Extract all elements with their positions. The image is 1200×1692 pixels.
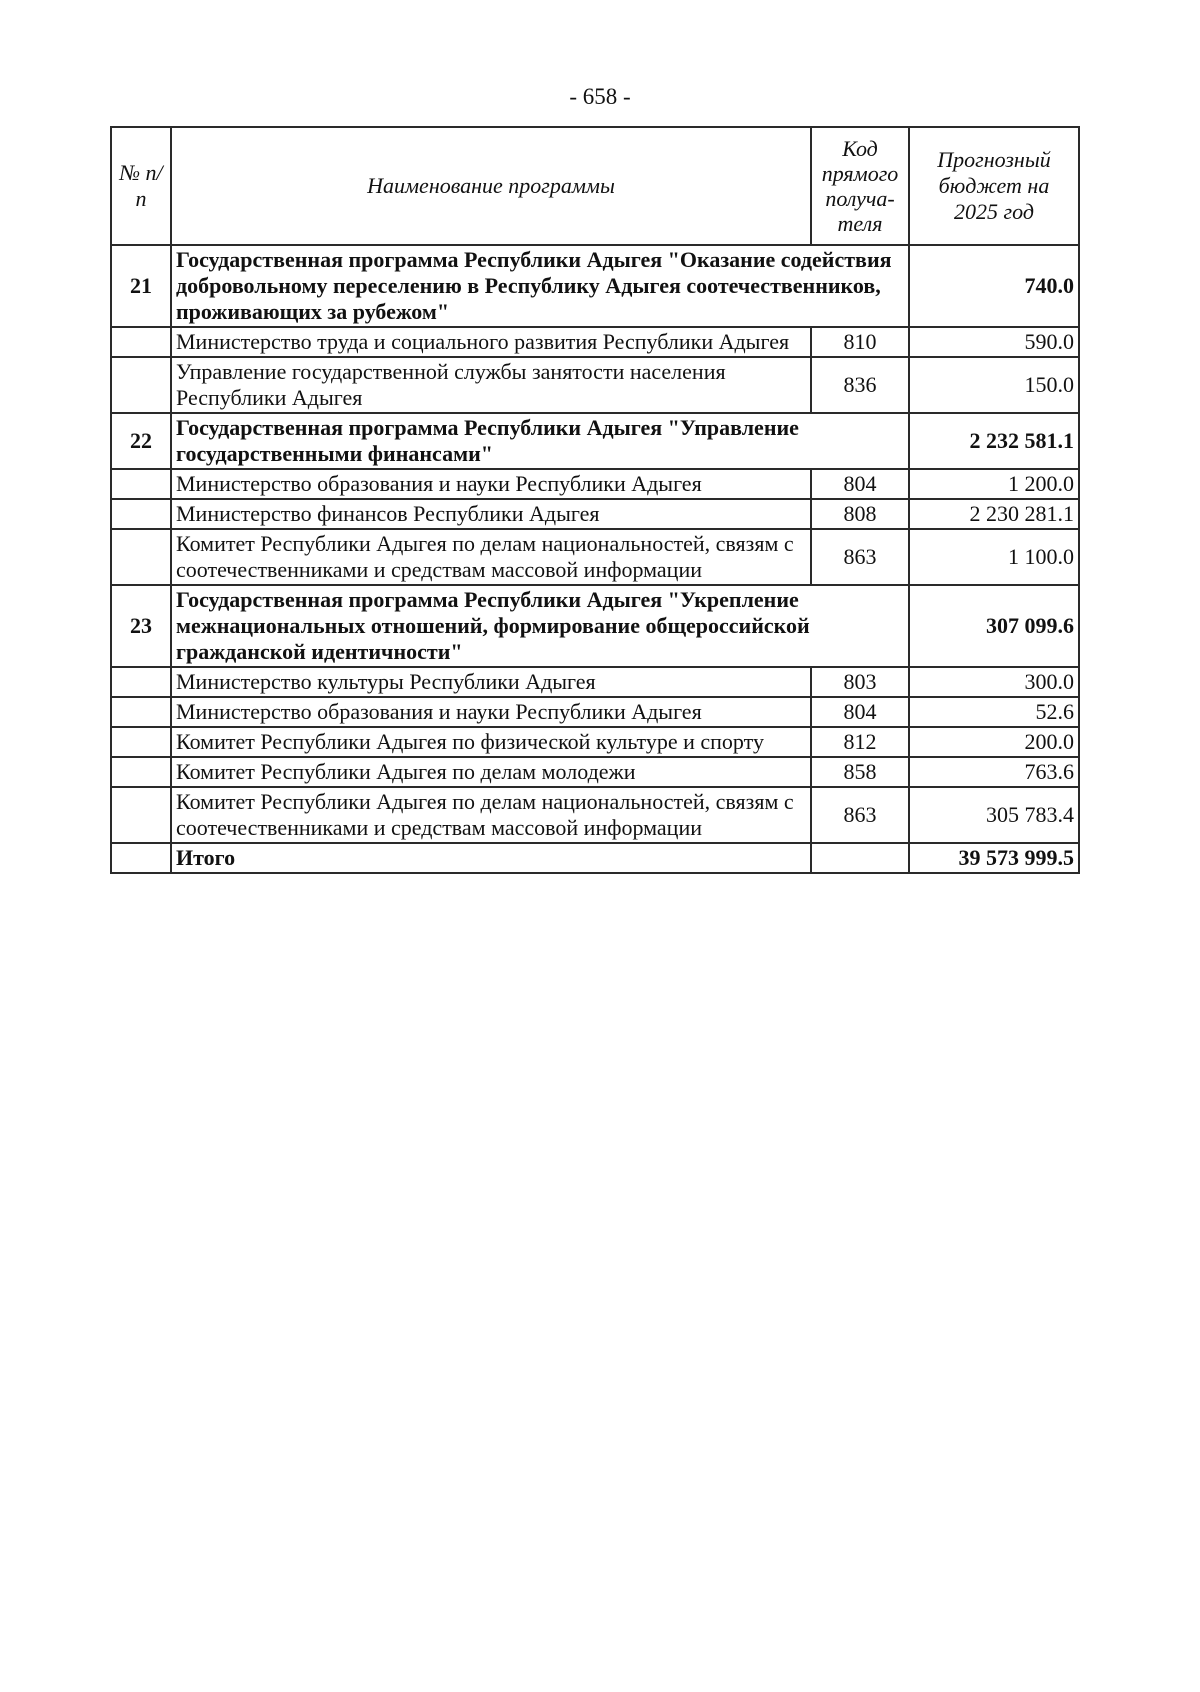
recipient-code: 863	[811, 787, 909, 843]
recipient-name: Министерство финансов Республики Адыгея	[171, 499, 811, 529]
budget-table	[110, 126, 1080, 874]
total-number-cell	[111, 843, 171, 873]
recipient-amount: 200.0	[909, 727, 1079, 757]
row-number	[111, 529, 171, 585]
page-number: - 658 -	[569, 84, 631, 109]
recipient-code: 804	[811, 469, 909, 499]
program-name: Государственная программа Республики Адыгея "Укрепление межнациональных отношений, формирование общероссийской гражданской идентичности"	[171, 585, 909, 667]
program-number: 23	[111, 585, 171, 667]
recipient-row	[111, 697, 1079, 727]
recipient-amount: 2 230 281.1	[909, 499, 1079, 529]
total-label: Итого	[171, 843, 811, 873]
recipient-amount: 300.0	[909, 667, 1079, 697]
recipient-name: Комитет Республики Адыгея по физической культуре и спорту	[171, 727, 811, 757]
row-number	[111, 327, 171, 357]
header-name: Наименование программы	[171, 127, 811, 245]
recipient-amount: 1 200.0	[909, 469, 1079, 499]
program-amount: 2 232 581.1	[909, 413, 1079, 469]
recipient-code: 836	[811, 357, 909, 413]
recipient-name: Министерство труда и социального развития Республики Адыгея	[171, 327, 811, 357]
header-budget: Прогнозный бюджет на 2025 год	[909, 127, 1079, 245]
recipient-row	[111, 727, 1079, 757]
row-number	[111, 787, 171, 843]
row-number	[111, 727, 171, 757]
row-number	[111, 357, 171, 413]
recipient-row	[111, 499, 1079, 529]
recipient-code: 808	[811, 499, 909, 529]
recipient-name: Управление государственной службы занятости населения Республики Адыгея	[171, 357, 811, 413]
recipient-code: 812	[811, 727, 909, 757]
recipient-row	[111, 529, 1079, 585]
row-number	[111, 697, 171, 727]
recipient-name: Министерство образования и науки Республики Адыгея	[171, 697, 811, 727]
recipient-name: Комитет Республики Адыгея по делам национальностей, связям с соотечественниками и средствам массовой информации	[171, 529, 811, 585]
recipient-amount: 1 100.0	[909, 529, 1079, 585]
program-row	[111, 413, 1079, 469]
program-name: Государственная программа Республики Адыгея "Оказание содействия добровольному переселению в Республику Адыгея соотечественников, проживающих за рубежом"	[171, 245, 909, 327]
program-name: Государственная программа Республики Адыгея "Управление государственными финансами"	[171, 413, 909, 469]
recipient-code: 803	[811, 667, 909, 697]
program-number: 21	[111, 245, 171, 327]
recipient-code: 858	[811, 757, 909, 787]
recipient-code: 804	[811, 697, 909, 727]
recipient-code: 863	[811, 529, 909, 585]
recipient-name: Министерство образования и науки Республики Адыгея	[171, 469, 811, 499]
header-code: Код прямого получа-теля	[811, 127, 909, 245]
recipient-row	[111, 469, 1079, 499]
recipient-amount: 305 783.4	[909, 787, 1079, 843]
recipient-name: Министерство культуры Республики Адыгея	[171, 667, 811, 697]
program-row	[111, 585, 1079, 667]
recipient-row	[111, 357, 1079, 413]
recipient-row	[111, 327, 1079, 357]
total-amount: 39 573 999.5	[909, 843, 1079, 873]
program-row	[111, 245, 1079, 327]
recipient-row	[111, 787, 1079, 843]
recipient-row	[111, 667, 1079, 697]
program-amount: 740.0	[909, 245, 1079, 327]
recipient-name: Комитет Республики Адыгея по делам молодежи	[171, 757, 811, 787]
recipient-amount: 150.0	[909, 357, 1079, 413]
recipient-row	[111, 757, 1079, 787]
recipient-name: Комитет Республики Адыгея по делам национальностей, связям с соотечественниками и средствам массовой информации	[171, 787, 811, 843]
row-number	[111, 667, 171, 697]
header-number: № п/п	[111, 127, 171, 245]
program-number: 22	[111, 413, 171, 469]
recipient-amount: 590.0	[909, 327, 1079, 357]
recipient-amount: 763.6	[909, 757, 1079, 787]
table-header-row	[111, 127, 1079, 245]
row-number	[111, 757, 171, 787]
row-number	[111, 499, 171, 529]
program-amount: 307 099.6	[909, 585, 1079, 667]
total-row	[111, 843, 1079, 873]
recipient-code: 810	[811, 327, 909, 357]
row-number	[111, 469, 171, 499]
recipient-amount: 52.6	[909, 697, 1079, 727]
total-code	[811, 843, 909, 873]
